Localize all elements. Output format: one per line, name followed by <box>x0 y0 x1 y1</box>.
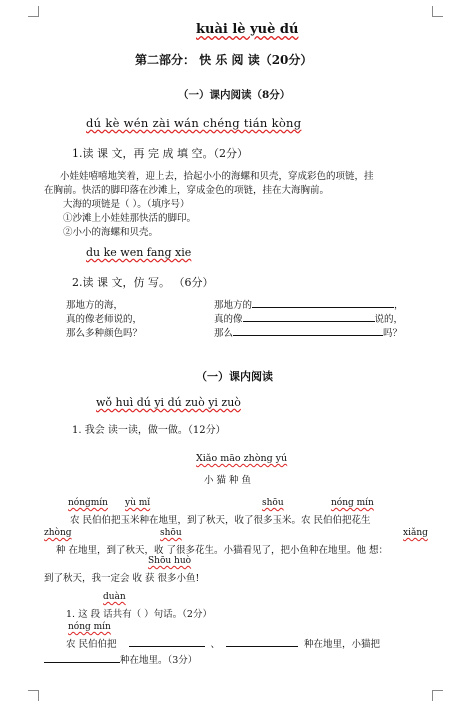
section1-heading: （一）课内阅读（8分） <box>178 89 291 101</box>
poem-left-line-2: 真的像老师说的， <box>66 314 143 325</box>
poem-right-start-2: 真的像 <box>214 314 243 325</box>
pinyin-yumi: yù mǐ <box>125 498 151 508</box>
option-1: ①沙滩上小娃娃那快活的脚印。 <box>63 213 197 224</box>
section2-pinyin: wǒ huì dú yi dú zuò yi zuò <box>96 396 241 409</box>
story-title-pinyin: Xiǎo māo zhòng yú <box>196 453 288 464</box>
pinyin-nongmin-3: nóng mín <box>68 622 111 632</box>
pinyin-zhong: zhòng <box>44 528 72 538</box>
pinyin-xiang: xiǎng <box>403 528 428 538</box>
corner-mark-bottom-left <box>28 690 39 701</box>
pinyin-shou-1: shōu <box>262 498 284 508</box>
sub-question-2-line-1 <box>66 636 380 650</box>
pinyin-shou-2: shōu <box>160 528 182 538</box>
fill-question: 大海的项链是（ ）。（填序号） <box>63 199 190 210</box>
pinyin-shouhuo: Shōu huò <box>148 556 192 566</box>
story-line-3: 到了秋天，我一定会 收 获 很多小鱼! <box>44 573 200 584</box>
poem-right-end-3: 吗？ <box>383 328 403 339</box>
section1-pinyin: dú kè wén zài wán chéng tián kòng <box>86 116 302 130</box>
poem-right-end-2: 说的， <box>374 314 404 325</box>
answer-blank-5[interactable] <box>226 636 298 647</box>
answer-blank-1[interactable] <box>252 297 394 308</box>
answer-blank-3[interactable] <box>233 325 383 336</box>
poem-right-line-2 <box>214 311 403 325</box>
sub-q2-text-c: 种在地里，小猫把 <box>304 639 381 650</box>
sub-q2-text-a: 农 民伯伯把 <box>66 639 117 650</box>
corner-mark-top-right <box>432 6 443 17</box>
pinyin-duan: duàn <box>103 592 126 602</box>
pinyin-nongmin-2: nóng mín <box>331 498 374 508</box>
passage-line-1: 小娃娃嘻嘻地笑着，迎上去，拾起小小的海螺和贝壳，穿成彩色的项链，挂 <box>60 171 374 182</box>
poem-right-end-1: ， <box>394 300 404 311</box>
answer-blank-6[interactable] <box>44 652 120 663</box>
poem-right-start-3: 那么 <box>214 328 234 339</box>
poem-right-line-3 <box>214 325 402 339</box>
section2-question-1: 1. 我会 读一读，做一做。（12分） <box>72 425 226 436</box>
section2-heading: （一）课内阅读 <box>196 370 273 383</box>
answer-blank-4[interactable] <box>129 636 205 647</box>
answer-blank-2[interactable] <box>243 311 375 322</box>
story-line-1: 农 民伯伯把玉米种在地里，到了秋天，收了很多玉米。农 民伯伯把花生 <box>70 515 371 526</box>
part-title: 第二部分： 快 乐 阅 读（20分） <box>135 53 313 67</box>
poem-right-line-1 <box>214 297 404 311</box>
sub-q2-text-d: 种在地里。（3分） <box>120 655 198 666</box>
poem-right-start-1: 那地方的 <box>214 300 253 311</box>
corner-mark-top-left <box>28 6 39 17</box>
story-line-2: 种 在地里，到了秋天，收 了很多花生。小猫看见了，把小鱼种在地里。他 想： <box>56 545 389 556</box>
passage-line-2: 在胸前。快活的脚印落在沙滩上，穿成金色的项链，挂在大海胸前。 <box>44 185 330 196</box>
pinyin-nongmin-1: nóngmín <box>68 498 108 508</box>
sub-q2-text-b: 、 <box>210 639 221 650</box>
question-2: 2.读 课 文，仿 写。 （6分） <box>72 276 214 289</box>
question-1: 1.读 课 文，再 完 成 填 空。（2分） <box>72 147 248 160</box>
corner-mark-bottom-right <box>432 690 443 701</box>
sub-question-2-line-2 <box>44 652 197 666</box>
sub-question-1: 1. 这 段 话共有（ ）句话。（2分） <box>66 609 212 620</box>
poem-left-line-1: 那地方的海， <box>66 300 124 311</box>
poem-left-line-3: 那么多种颜色吗？ <box>66 328 143 339</box>
story-title: 小 猫 种 鱼 <box>204 475 252 486</box>
title-pinyin: kuài lè yuè dú <box>196 22 299 37</box>
option-2: ②小小的海螺和贝壳。 <box>63 227 159 238</box>
section1-pinyin-2: du ke wen fang xie <box>86 246 192 259</box>
